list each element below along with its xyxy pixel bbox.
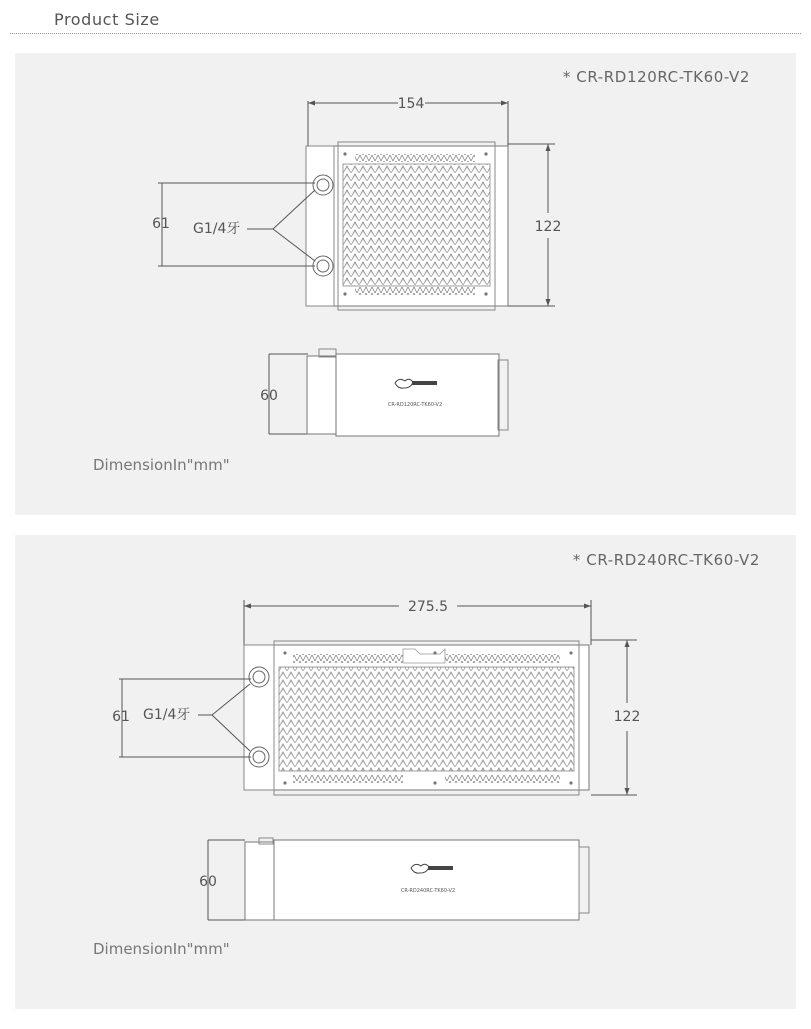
port-spacing-label-240: 61 bbox=[112, 709, 130, 725]
thread-label-240: G1/4牙 bbox=[143, 707, 191, 723]
height-dimension-120 bbox=[508, 144, 561, 306]
front-view-120 bbox=[306, 142, 508, 310]
panel-240 bbox=[15, 535, 796, 1009]
model-label-240: * CR-RD240RC-TK60-V2 bbox=[572, 551, 760, 569]
thread-callout-240 bbox=[143, 684, 250, 751]
title-divider bbox=[10, 33, 801, 34]
front-view-240 bbox=[244, 641, 589, 795]
thickness-label-240: 60 bbox=[199, 874, 217, 890]
thread-callout-120 bbox=[193, 190, 315, 261]
unit-note-240: DimensionIn"mm" bbox=[93, 940, 230, 958]
side-view-120 bbox=[260, 349, 508, 436]
width-label-240: 275.5 bbox=[407, 599, 449, 615]
drawing-120 bbox=[15, 53, 796, 515]
section-title: Product Size bbox=[54, 10, 160, 29]
height-label-240: 122 bbox=[613, 709, 641, 725]
width-label-120: 154 bbox=[397, 96, 425, 112]
width-dimension-240 bbox=[244, 599, 591, 650]
side-model-text-120: CR-RD120RC-TK60-V2 bbox=[387, 402, 443, 408]
model-label-120: * CR-RD120RC-TK60-V2 bbox=[562, 68, 750, 86]
height-label-120: 122 bbox=[534, 219, 562, 235]
drawing-240 bbox=[15, 535, 796, 1009]
side-view-240 bbox=[199, 838, 589, 920]
panel-120 bbox=[15, 53, 796, 515]
unit-note-120: DimensionIn"mm" bbox=[93, 456, 230, 474]
port-spacing-label-120: 61 bbox=[152, 216, 170, 232]
side-model-text-240: CR-RD240RC-TK60-V2 bbox=[400, 888, 456, 894]
thickness-label-120: 60 bbox=[260, 388, 278, 404]
height-dimension-240 bbox=[591, 640, 640, 795]
thread-label-120: G1/4牙 bbox=[193, 221, 241, 237]
